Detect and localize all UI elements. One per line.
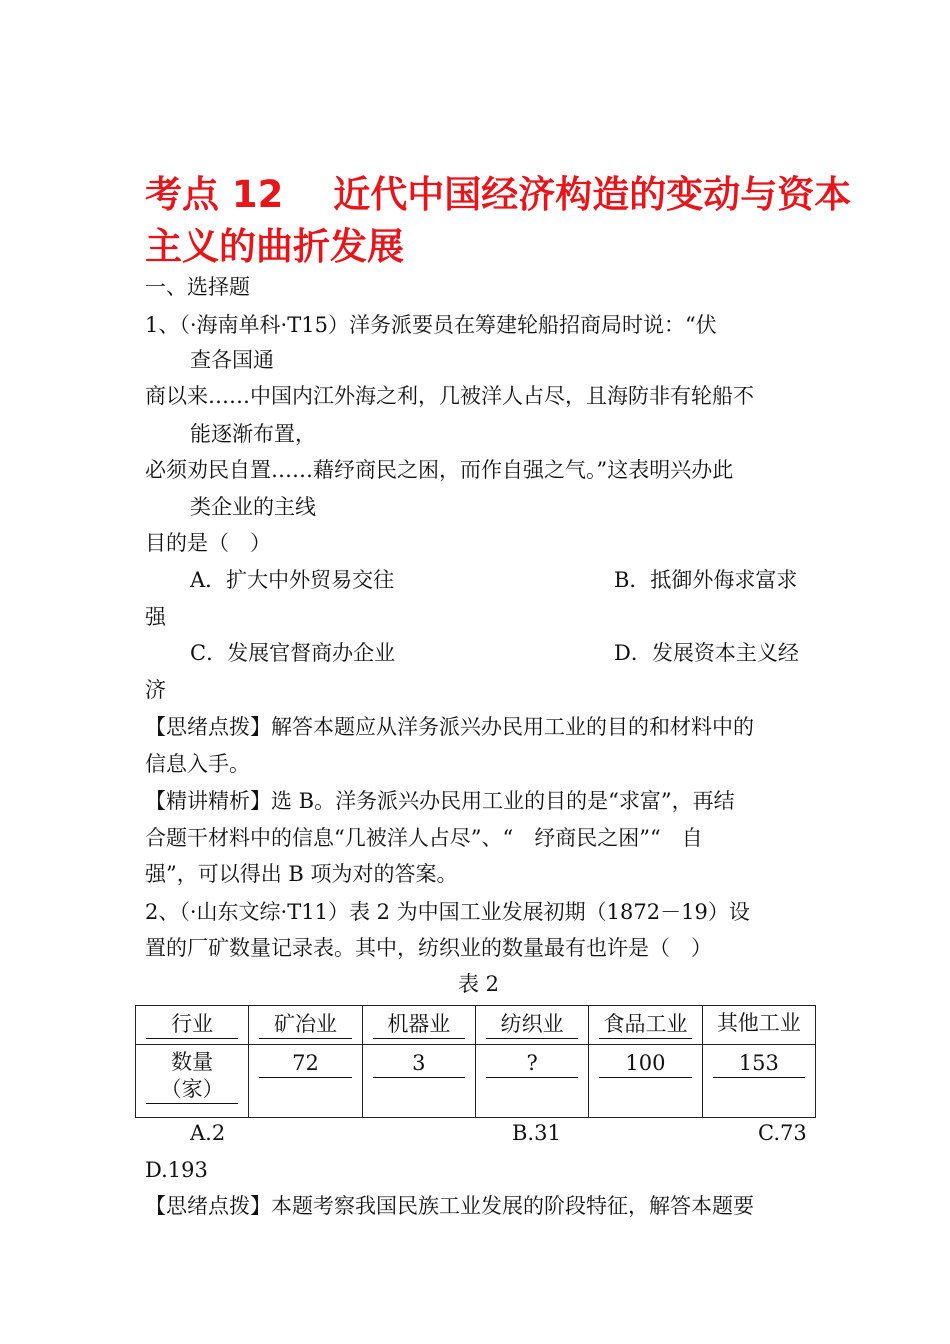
table-row: [136, 1045, 816, 1118]
q1-stem-line: 必须劝民自置……藉纾商民之困，而作自强之气。”这表明兴办此: [145, 458, 734, 482]
q1-hint-line: 信息入手。: [145, 752, 250, 776]
q1-analysis-line: 合题干材料中的信息“几被洋人占尽”、“ 纾商民之困”“ 自: [145, 826, 703, 850]
table-header-row: [136, 1006, 816, 1045]
table-header-cell: 矿冶业: [249, 1006, 362, 1045]
q2-stem-line: 置的厂矿数量记录表。其中，纺织业的数量最有也许是（ ）: [145, 936, 712, 960]
q1-option-c: C．发展官督商办企业: [190, 641, 396, 665]
q1-stem-line: 商以来……中国内江外海之利，几被洋人占尽，且海防非有轮船不: [145, 384, 754, 408]
table-row-label: 数量 （家）: [136, 1045, 249, 1118]
page-title-line-2: 主义的曲折发展: [145, 225, 404, 268]
section-heading: 一、选择题: [145, 275, 250, 299]
table-caption: 表 2: [458, 972, 500, 996]
q1-hint-line: 【思绪点拨】解答本题应从洋务派兴办民用工业的目的和材料中的: [145, 715, 754, 739]
q1-option-d: D．发展资本主义经: [614, 641, 799, 665]
q2-hint-line: 【思绪点拨】本题考察我国民族工业发展的阶段特征，解答本题要: [145, 1194, 754, 1218]
factory-count-table: [135, 1005, 816, 1118]
table-header-cell: 其他工业: [702, 1006, 815, 1045]
q1-stem-line: 能逐渐布置，: [190, 422, 316, 446]
table-header-cell: 机器业: [362, 1006, 475, 1045]
page-title-line-1: 考点 12 近代中国经济构造的变动与资本: [145, 173, 852, 216]
q1-option-b: B．抵御外侮求富求: [614, 568, 798, 592]
q1-stem-line: 1、（·海南单科·T15）洋务派要员在筹建轮船招商局时说：“伏: [145, 313, 717, 337]
table-cell: 72: [249, 1045, 362, 1118]
q2-option-c: C.73: [758, 1121, 807, 1145]
q1-stem-line: 查各国通: [190, 348, 274, 372]
table-cell: 153: [702, 1045, 815, 1118]
q1-option-b-wrap: 强: [145, 605, 166, 629]
table-cell: 100: [589, 1045, 702, 1118]
q1-analysis-line: 强”，可以得出 B 项为对的答案。: [145, 862, 458, 886]
q1-option-d-wrap: 济: [145, 678, 166, 702]
q1-analysis-line: 【精讲精析】选 B。洋务派兴办民用工业的目的是“求富”，再结: [145, 789, 735, 813]
q1-stem-line: 目的是（ ）: [145, 531, 271, 555]
q2-stem-line: 2、（·山东文综·T11）表 2 为中国工业发展初期（1872－19）设: [145, 900, 750, 924]
table-cell: 3: [362, 1045, 475, 1118]
table-header-cell: 食品工业: [589, 1006, 702, 1045]
table-header-cell: 行业: [136, 1006, 249, 1045]
q2-option-a: A.2: [190, 1121, 226, 1145]
q2-option-b: B.31: [512, 1121, 561, 1145]
q1-option-a: A．扩大中外贸易交往: [190, 568, 395, 592]
table-header-cell: 纺织业: [475, 1006, 588, 1045]
table-cell: ?: [475, 1045, 588, 1118]
q2-option-d: D.193: [145, 1158, 208, 1182]
q1-stem-line: 类企业的主线: [190, 495, 316, 519]
